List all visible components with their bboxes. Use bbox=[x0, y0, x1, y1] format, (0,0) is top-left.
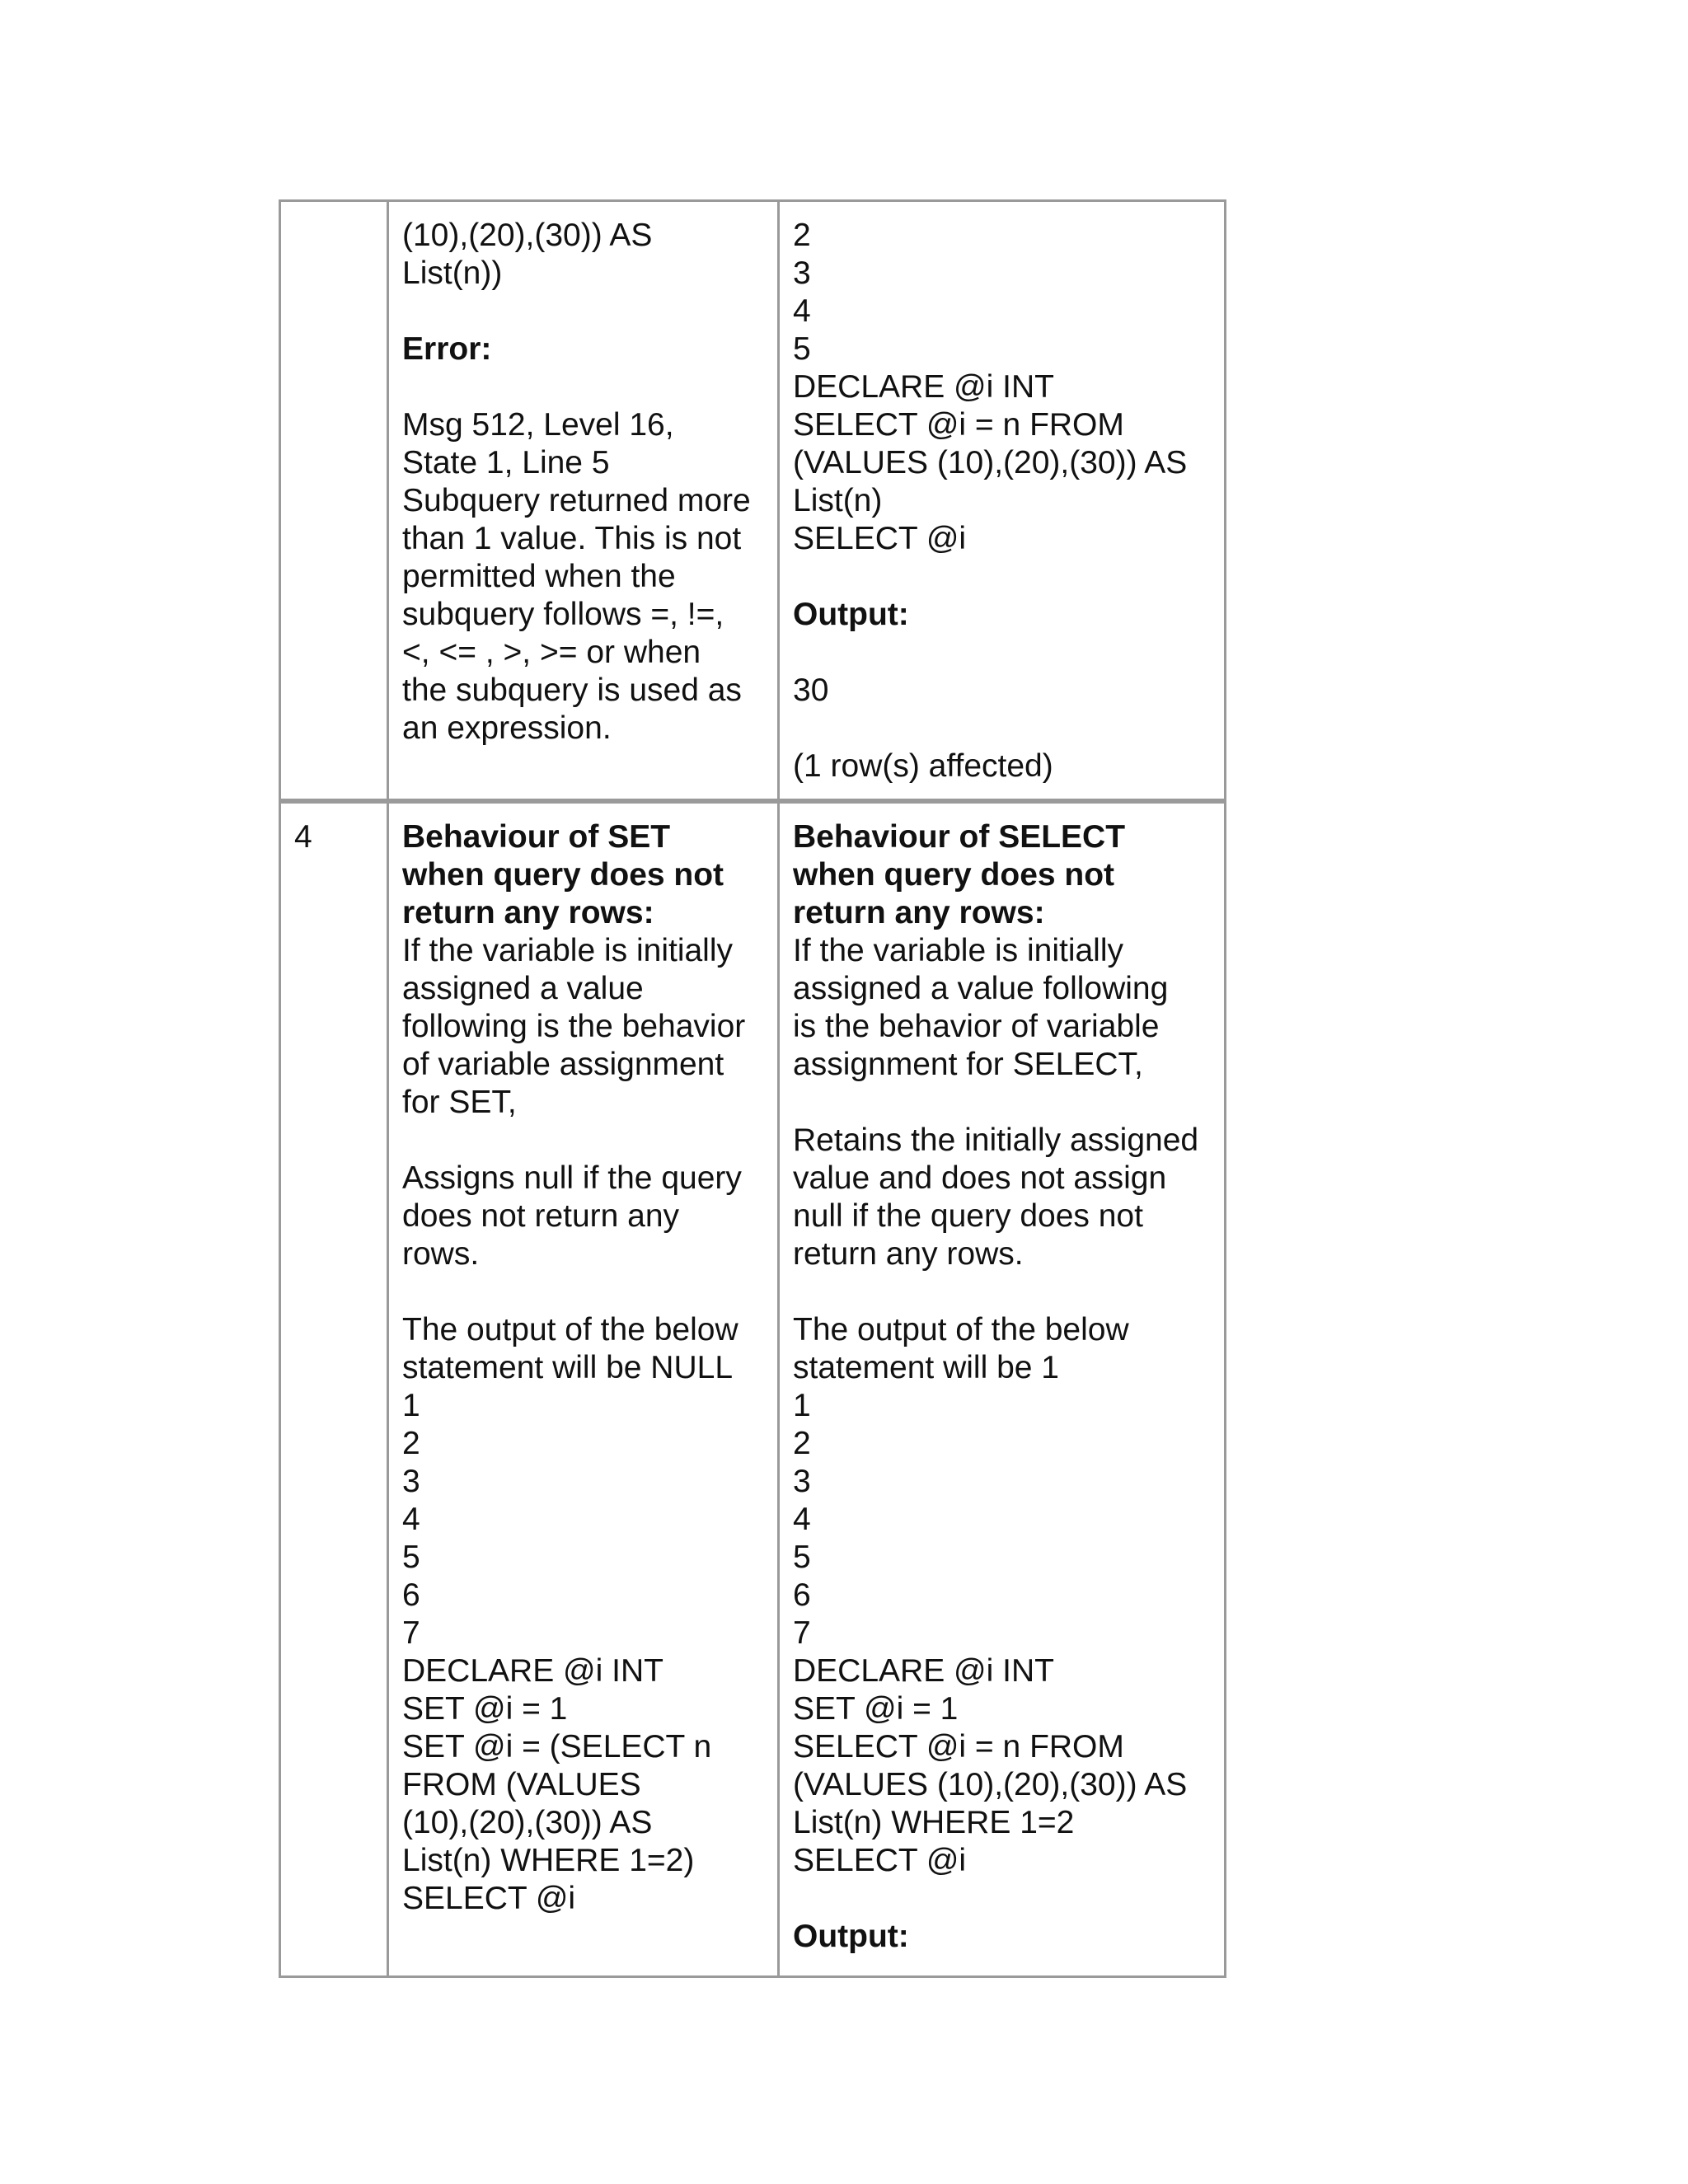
text-line: SELECT @i bbox=[402, 1881, 576, 1916]
text-line: (1 row(s) affected) bbox=[793, 748, 1053, 784]
text-line: 1 bbox=[793, 1388, 811, 1423]
text-line: <, <= , >, >= or when bbox=[402, 635, 701, 670]
text-line: List(n)) bbox=[402, 255, 503, 291]
table-row bbox=[280, 801, 1226, 1977]
text-line: the subquery is used as bbox=[402, 673, 742, 708]
text-line: 6 bbox=[793, 1577, 811, 1613]
text-line: null if the query does not bbox=[793, 1198, 1143, 1234]
table-row bbox=[280, 201, 1226, 802]
bold-text-line: when query does not bbox=[793, 857, 1115, 893]
text-line: 5 bbox=[793, 331, 811, 367]
text-line: 30 bbox=[793, 673, 829, 708]
text-line: SELECT @i bbox=[793, 1843, 967, 1878]
text-line: 2 bbox=[402, 1426, 420, 1461]
text-line: assignment for SELECT, bbox=[793, 1047, 1143, 1082]
text-line: 3 bbox=[793, 1464, 811, 1499]
text-line: State 1, Line 5 bbox=[402, 445, 610, 480]
text-line: List(n) WHERE 1=2 bbox=[793, 1805, 1075, 1840]
text-line: assigned a value following bbox=[793, 971, 1169, 1006]
text-line: statement will be 1 bbox=[793, 1350, 1059, 1385]
text-line: If the variable is initially bbox=[793, 933, 1124, 968]
text-line: is the behavior of variable bbox=[793, 1009, 1160, 1044]
bold-text-line: Error: bbox=[402, 331, 492, 367]
text-line: subquery follows =, !=, bbox=[402, 597, 724, 632]
set-column-cell bbox=[388, 201, 779, 802]
text-line: DECLARE @i INT bbox=[402, 1653, 663, 1689]
text-line: 5 bbox=[793, 1540, 811, 1575]
text-line: List(n) bbox=[793, 483, 883, 518]
text-line: an expression. bbox=[402, 710, 612, 746]
text-line: List(n) WHERE 1=2) bbox=[402, 1843, 695, 1878]
text-line: SET @i = 1 bbox=[402, 1691, 568, 1727]
cell-lines bbox=[793, 818, 1211, 1956]
blank-line bbox=[402, 1273, 764, 1311]
bold-text-line: Output: bbox=[793, 597, 909, 632]
blank-line bbox=[793, 1880, 1211, 1918]
cell-lines bbox=[402, 217, 764, 748]
text-line: The output of the below bbox=[402, 1312, 738, 1347]
text-line: Subquery returned more bbox=[402, 483, 751, 518]
bold-text-line: Output: bbox=[793, 1919, 909, 1954]
text-line: 4 bbox=[793, 1502, 811, 1537]
text-line: value and does not assign bbox=[793, 1160, 1167, 1196]
text-line: than 1 value. This is not bbox=[402, 521, 742, 556]
bold-text-line: Behaviour of SET bbox=[402, 819, 671, 855]
text-line: 7 bbox=[793, 1615, 811, 1651]
text-line: Msg 512, Level 16, bbox=[402, 407, 674, 443]
text-line: 3 bbox=[793, 255, 811, 291]
text-line: 4 bbox=[402, 1502, 420, 1537]
blank-line bbox=[793, 1084, 1211, 1122]
blank-line bbox=[402, 368, 764, 406]
text-line: (VALUES (10),(20),(30)) AS bbox=[793, 1767, 1188, 1802]
text-line: following is the behavior bbox=[402, 1009, 746, 1044]
text-line: return any rows. bbox=[793, 1236, 1024, 1272]
text-line: 7 bbox=[402, 1615, 420, 1651]
row-number-cell: 4 bbox=[280, 801, 388, 1977]
blank-line bbox=[402, 293, 764, 330]
text-line: rows. bbox=[402, 1236, 480, 1272]
text-line: permitted when the bbox=[402, 559, 676, 594]
cell-lines bbox=[793, 217, 1211, 785]
text-line: (VALUES (10),(20),(30)) AS bbox=[793, 445, 1188, 480]
text-line: 5 bbox=[402, 1540, 420, 1575]
text-line: does not return any bbox=[402, 1198, 680, 1234]
select-column-cell bbox=[779, 801, 1226, 1977]
text-line: If the variable is initially bbox=[402, 933, 734, 968]
bold-text-line: Behaviour of SELECT bbox=[793, 819, 1126, 855]
select-column-cell bbox=[779, 201, 1226, 802]
blank-line bbox=[793, 634, 1211, 672]
text-line: SET @i = 1 bbox=[793, 1691, 959, 1727]
text-line: SELECT @i bbox=[793, 521, 967, 556]
text-line: SET @i = (SELECT n bbox=[402, 1729, 712, 1765]
cell-lines bbox=[402, 818, 764, 1918]
text-line: Assigns null if the query bbox=[402, 1160, 742, 1196]
text-line: SELECT @i = n FROM bbox=[793, 407, 1124, 443]
text-line: 2 bbox=[793, 218, 811, 253]
text-line: The output of the below bbox=[793, 1312, 1129, 1347]
text-line: FROM (VALUES bbox=[402, 1767, 641, 1802]
text-line: 3 bbox=[402, 1464, 420, 1499]
text-line: Retains the initially assigned bbox=[793, 1122, 1199, 1158]
bold-text-line: return any rows: bbox=[793, 895, 1045, 930]
text-line: 4 bbox=[793, 293, 811, 329]
text-line: SELECT @i = n FROM bbox=[793, 1729, 1124, 1765]
row-number-cell bbox=[280, 201, 388, 802]
bold-text-line: return any rows: bbox=[402, 895, 654, 930]
text-line: statement will be NULL bbox=[402, 1350, 734, 1385]
text-line: assigned a value bbox=[402, 971, 644, 1006]
text-line: for SET, bbox=[402, 1085, 517, 1120]
text-line: (10),(20),(30)) AS bbox=[402, 1805, 653, 1840]
bold-text-line: when query does not bbox=[402, 857, 724, 893]
text-line: of variable assignment bbox=[402, 1047, 724, 1082]
blank-line bbox=[793, 1273, 1211, 1311]
blank-line bbox=[793, 710, 1211, 748]
text-line: (10),(20),(30)) AS bbox=[402, 218, 653, 253]
text-line: 2 bbox=[793, 1426, 811, 1461]
text-line: 1 bbox=[402, 1388, 420, 1423]
text-line: DECLARE @i INT bbox=[793, 369, 1054, 405]
blank-line bbox=[402, 1122, 764, 1160]
comparison-table bbox=[279, 199, 1226, 1978]
text-line: 6 bbox=[402, 1577, 420, 1613]
set-column-cell bbox=[388, 801, 779, 1977]
blank-line bbox=[793, 558, 1211, 596]
text-line: DECLARE @i INT bbox=[793, 1653, 1054, 1689]
